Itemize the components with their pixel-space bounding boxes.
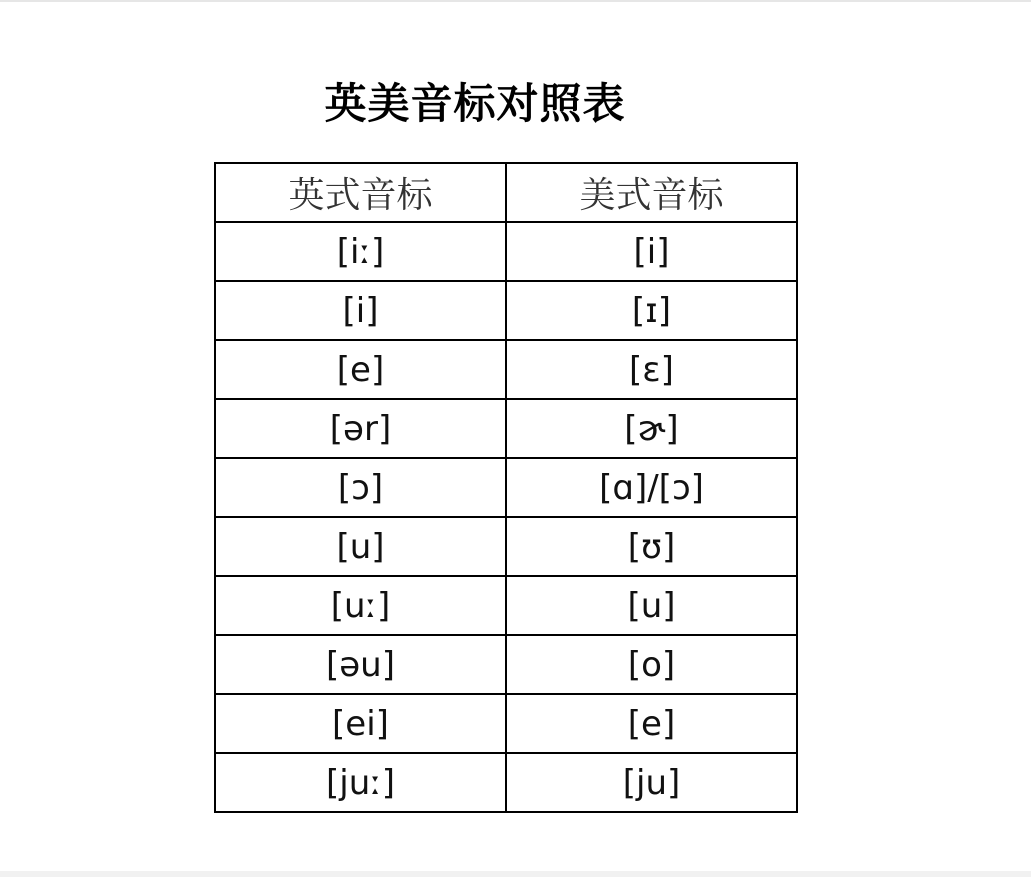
table-row bbox=[215, 458, 797, 517]
cell-american: [ɚ] bbox=[506, 399, 797, 458]
table-row bbox=[215, 222, 797, 281]
cell-british: [i] bbox=[215, 281, 506, 340]
table-row bbox=[215, 340, 797, 399]
cell-american: [e] bbox=[506, 694, 797, 753]
cell-british: [əu] bbox=[215, 635, 506, 694]
cell-american: [ju] bbox=[506, 753, 797, 812]
page-top-edge bbox=[0, 0, 1031, 2]
table-row bbox=[215, 635, 797, 694]
cell-british: [uː] bbox=[215, 576, 506, 635]
table-row bbox=[215, 694, 797, 753]
table-row bbox=[215, 399, 797, 458]
cell-american: [ʊ] bbox=[506, 517, 797, 576]
cell-american: [u] bbox=[506, 576, 797, 635]
cell-american: [ɪ] bbox=[506, 281, 797, 340]
table-row bbox=[215, 576, 797, 635]
cell-british: [iː] bbox=[215, 222, 506, 281]
table-row bbox=[215, 753, 797, 812]
cell-british: [ər] bbox=[215, 399, 506, 458]
cell-american: [ɛ] bbox=[506, 340, 797, 399]
phonetic-comparison-table bbox=[214, 162, 798, 813]
cell-british: [ei] bbox=[215, 694, 506, 753]
cell-american: [ɑ]/[ɔ] bbox=[506, 458, 797, 517]
page-bottom-edge bbox=[0, 871, 1031, 877]
table-row bbox=[215, 281, 797, 340]
cell-british: [e] bbox=[215, 340, 506, 399]
cell-british: [u] bbox=[215, 517, 506, 576]
cell-british: [juː] bbox=[215, 753, 506, 812]
header-british: 英式音标 bbox=[215, 163, 506, 222]
table-header-row bbox=[215, 163, 797, 222]
cell-british: [ɔ] bbox=[215, 458, 506, 517]
document-title: 英美音标对照表 bbox=[324, 79, 626, 128]
cell-american: [i] bbox=[506, 222, 797, 281]
header-american: 美式音标 bbox=[506, 163, 797, 222]
table-row bbox=[215, 517, 797, 576]
cell-american: [o] bbox=[506, 635, 797, 694]
